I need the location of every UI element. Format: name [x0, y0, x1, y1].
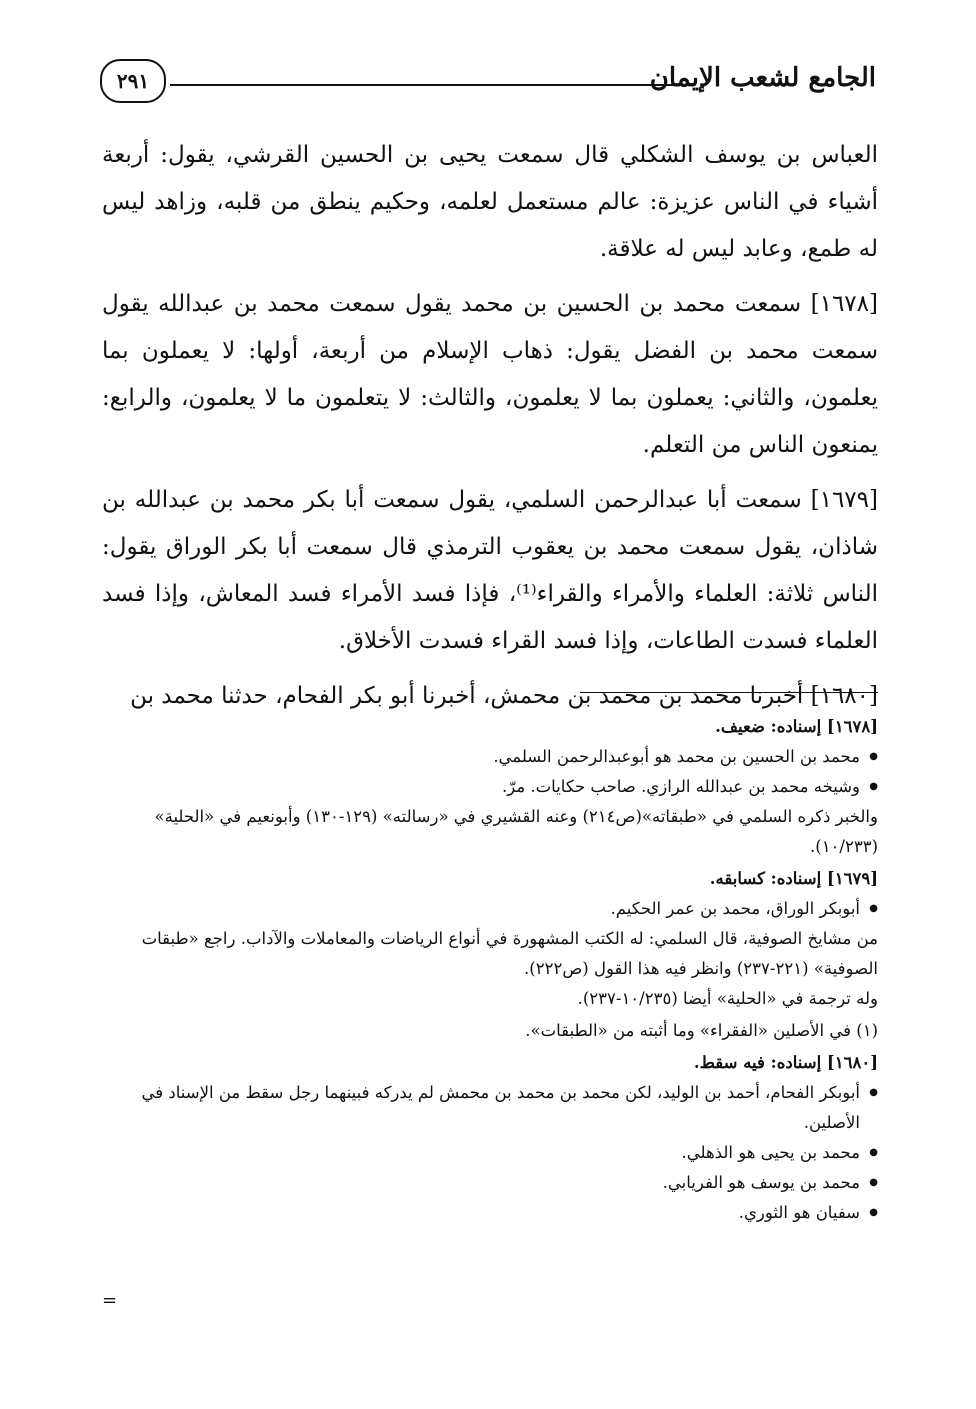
footnote-heading: [١٦٧٩] إسناده: كسابقه. [709, 869, 878, 888]
running-title: الجامع لشعب الإيمان [649, 63, 876, 93]
footnote-bullet: ● أبوبكر الوراق، محمد بن عمر الحكيم. [102, 894, 878, 924]
footnote-bullet: ● أبوبكر الفحام، أحمد بن الوليد، لكن محمد بن محمد بن محمش لم يدركه فبينهما رجل سقط من الإسناد في الأصلين. [102, 1078, 878, 1138]
paragraph-1678: [١٦٧٨] سمعت محمد بن الحسين بن محمد يقول سمعت محمد بن عبدالله يقول سمعت محمد بن الفضل يقول: ذهاب الإسلام من أربعة، أولها: لا يعملون بما يعلمون، والثاني: يعملون بما لا يعلمون، والثالث: لا يتعلمون ما لا يعلمون، والرابع: يمنعون الناس من التعلم. [102, 291, 878, 458]
footnote-bullet: ● وشيخه محمد بن عبدالله الرازي. صاحب حكايات. مرّ. [102, 772, 878, 802]
footnote-divider [580, 692, 878, 693]
footnote-text: والخبر ذكره السلمي في «طبقاته»(ص٢١٤) وعنه القشيري في «رسالته» (١٢٩-١٣٠) وأبونعيم في «الحلية» (١٠/٢٣٣). [154, 807, 878, 856]
page-header [100, 55, 880, 115]
main-text [102, 132, 878, 728]
paragraph: العباس بن يوسف الشكلي قال سمعت يحيى بن الحسين القرشي، يقول: أربعة أشياء في الناس عزيزة: عالم مستعمل لعلمه، وحكيم ينطق من قلبه، وزاهد ليس له طمع، وعابد ليس له علاقة. [102, 142, 878, 262]
footnote-text: من مشايخ الصوفية، قال السلمي: له الكتب المشهورة في أنواع الرياضات والمعاملات والآداب. راجع «طبقات الصوفية» (٢٢١-٢٣٧) وانظر فيه هذا القول (ص٢٢٢). [141, 929, 878, 978]
page-number: ٢٩١ [100, 59, 166, 103]
footnote-heading: [١٦٨٠] إسناده: فيه سقط. [693, 1053, 878, 1072]
footnote-text: (١) في الأصلين «الفقراء» وما أثبته من «الطبقات». [525, 1021, 878, 1040]
paragraph-1679: [١٦٧٩] سمعت أبا عبدالرحمن السلمي، يقول سمعت أبا بكر محمد بن عبدالله بن شاذان، يقول سمعت محمد بن يعقوب الترمذي قال سمعت أبا بكر الوراق يقول: الناس ثلاثة: العلماء والأمراء والقراء⁽¹⁾، فإذا فسد الأمراء فسد المعاش، وإذا فسد العلماء فسدت الطاعات، وإذا فسد القراء فسدت الأخلاق. [102, 487, 878, 654]
footnote-bullet: ● محمد بن يحيى هو الذهلي. [102, 1138, 878, 1168]
footnote-heading: [١٦٧٨] إسناده: ضعيف. [715, 717, 878, 736]
footnote-1 [102, 1016, 878, 1046]
footnote-1679 [102, 864, 878, 1014]
paragraph-1680: [١٦٨٠] أخبرنا محمد بن محمد بن محمش، أخبرنا أبو بكر الفحام، حدثنا محمد بن [130, 683, 878, 709]
footnote-1678 [102, 712, 878, 862]
footnote-bullet: ● سفيان هو الثوري. [102, 1198, 878, 1228]
footnote-bullet: ● محمد بن يوسف هو الفريابي. [102, 1168, 878, 1198]
footnote-text: وله ترجمة في «الحلية» أيضا (١٠/٢٣٥-٢٣٧). [577, 989, 878, 1008]
footnotes [102, 712, 878, 1230]
header-rule [170, 84, 688, 86]
footnote-bullet: ● محمد بن الحسين بن محمد هو أبوعبدالرحمن السلمي. [102, 742, 878, 772]
footnote-1680 [102, 1048, 878, 1228]
continuation-mark: = [102, 1290, 118, 1311]
